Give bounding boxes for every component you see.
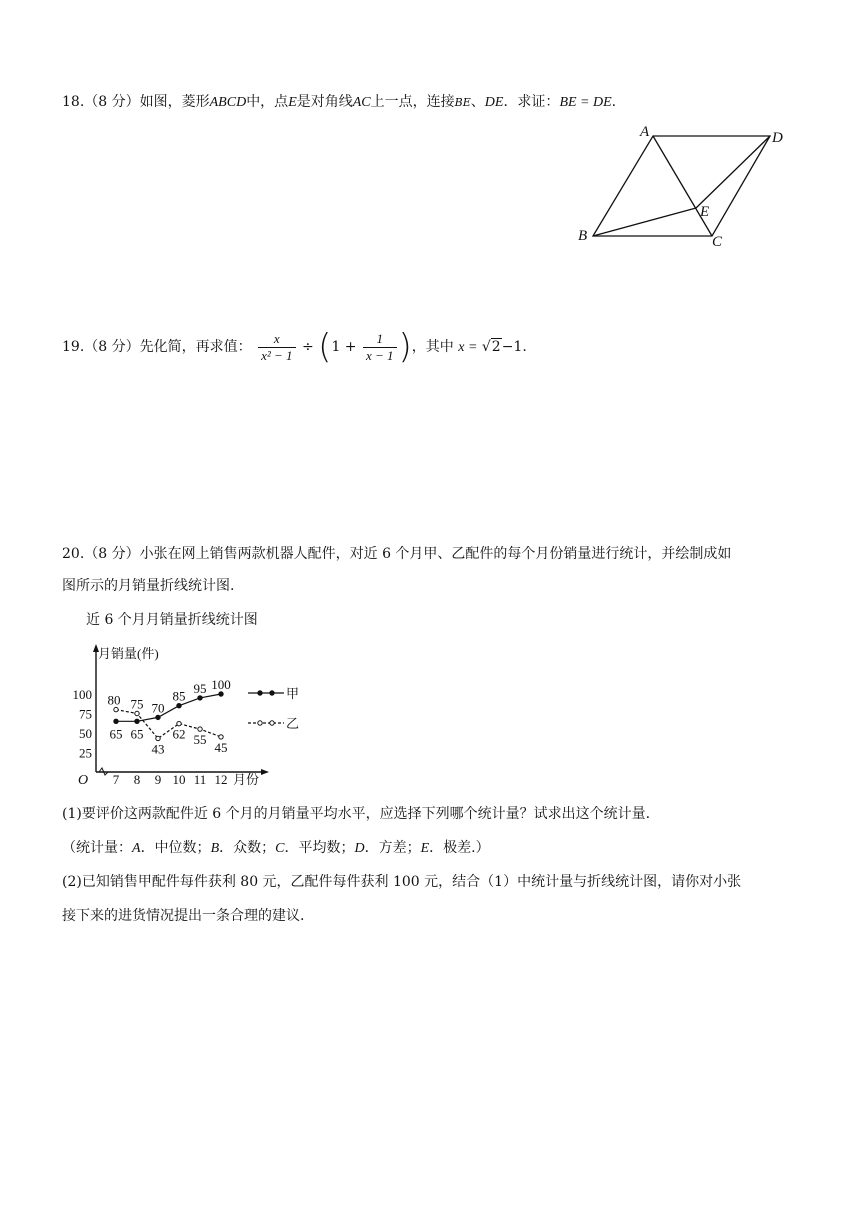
option-letter: A (132, 841, 141, 856)
paren-right: ) (398, 327, 412, 367)
data-label: 43 (151, 741, 165, 757)
data-point (114, 707, 118, 711)
data-point (156, 736, 160, 740)
x-tick-label: 12 (214, 772, 228, 787)
fraction-numerator: x (258, 331, 295, 348)
x-tick-label: 8 (133, 772, 141, 787)
line-chart (60, 640, 320, 790)
math-x-eq: x = (458, 340, 478, 355)
origin-label: O (78, 773, 89, 788)
data-label: 80 (107, 692, 121, 708)
data-point (219, 692, 223, 696)
data-label: 100 (211, 677, 231, 692)
data-point (135, 711, 139, 715)
math-abcd: ABCD (209, 95, 247, 110)
x-axis-arrow (261, 769, 269, 775)
data-label: 45 (214, 739, 228, 755)
label-d: D (772, 130, 783, 146)
text: 中，点 (246, 94, 289, 110)
fraction-denominator: x² − 1 (261, 347, 293, 363)
sqrt-sign: √ (481, 339, 491, 355)
text: 是对角线 (296, 94, 353, 110)
option-letter: C (275, 841, 285, 856)
paren-left: ( (318, 327, 332, 367)
rhombus-outline (593, 136, 770, 236)
data-point (177, 721, 181, 725)
data-point (198, 696, 202, 700)
data-label: 62 (172, 726, 186, 742)
text: −1 (501, 339, 523, 355)
question-number: 18. (62, 94, 85, 110)
data-label: 55 (193, 732, 207, 748)
text: 如图，菱形 (139, 94, 210, 110)
legend-jia-marker (270, 691, 274, 695)
data-point (219, 735, 223, 739)
option-letter: B (210, 841, 220, 856)
question-20-stats (62, 834, 490, 863)
question-18 (62, 88, 616, 117)
data-point (135, 719, 139, 723)
sqrt-argument: 2 (491, 339, 501, 355)
question-number: 19. (62, 339, 85, 355)
y-tick-label: 100 (72, 687, 92, 702)
text: ．众数； (219, 840, 276, 856)
math-proof: BE = DE (559, 95, 612, 110)
math-ac: AC (352, 95, 371, 110)
text: 小张在网上销售两款机器人配件，对近 6 个月甲、乙配件的每个月份销量进行统计，并绘制成如 (139, 546, 732, 562)
question-19 (62, 327, 527, 367)
question-score: （8 分） (84, 339, 140, 355)
label-b: B (578, 228, 588, 244)
chart-title: 近 6 个月月销量折线统计图 (86, 612, 258, 628)
x-axis-label: 月份 (233, 772, 260, 787)
x-tick-label: 7 (112, 772, 120, 787)
math-be: BE (454, 96, 471, 109)
text: 先化简，再求值： (139, 339, 252, 355)
text: ．极差.） (429, 840, 490, 856)
fraction-numerator: 1 (363, 331, 397, 348)
segment-de (696, 136, 770, 208)
divide-sign: ÷ (301, 339, 314, 355)
data-label: 75 (130, 696, 144, 712)
fraction-denominator: x − 1 (365, 347, 394, 363)
math-e: E (288, 95, 297, 110)
question-number: 20. (62, 546, 85, 562)
rhombus-figure (560, 118, 800, 258)
data-point (177, 704, 181, 708)
diagonal-ac (653, 136, 712, 236)
option-letter: D (354, 841, 365, 856)
y-tick-label: 25 (79, 745, 92, 761)
legend-jia-marker (258, 691, 262, 695)
text: . (611, 94, 617, 110)
legend-jia-label: 甲 (286, 687, 300, 702)
data-point (114, 719, 118, 723)
fraction-1 (258, 331, 295, 364)
segment-be (593, 208, 696, 236)
option-letter: E (420, 841, 430, 856)
text: . (522, 339, 527, 355)
question-score: （8 分） (84, 94, 140, 110)
text: 、 (470, 94, 485, 110)
y-tick-label: 50 (79, 726, 92, 741)
x-tick-label: 9 (154, 772, 162, 787)
data-label: 65 (130, 726, 144, 742)
data-label: 95 (193, 680, 207, 696)
data-label: 65 (109, 726, 123, 742)
text: ，其中 (411, 339, 454, 355)
text: （统计量： (62, 840, 132, 856)
math-de: DE (484, 95, 504, 110)
legend-yi-marker (270, 721, 274, 725)
question-20-part-2-line-2: 接下来的进货情况提出一条合理的建议. (62, 908, 305, 924)
question-20-part-1: (1)要评价这两款配件近 6 个月的月销量平均水平，应选择下列哪个统计量？试求出这个统计量. (62, 806, 651, 822)
y-tick-label: 75 (79, 706, 92, 722)
question-20-part-2-line-1: (2)已知销售甲配件每件获利 80 元，乙配件每件获利 100 元，结合（1）中统计量与折线统计图，请你对小张 (62, 874, 742, 890)
text: 上一点，连接 (370, 94, 455, 110)
text: ．求证： (503, 94, 560, 110)
legend-yi-label: 乙 (286, 717, 300, 732)
text: ．平均数； (284, 840, 355, 856)
x-tick-label: 11 (193, 772, 207, 787)
label-c: C (712, 234, 723, 250)
legend-yi-marker (258, 721, 262, 725)
data-label: 70 (151, 700, 165, 716)
text: 1 + (331, 339, 357, 355)
text: ．方差； (364, 840, 421, 856)
question-score: （8 分） (84, 546, 140, 562)
y-axis-label: 月销量(件) (98, 646, 159, 661)
fraction-2 (363, 331, 397, 364)
x-tick-label: 10 (172, 772, 186, 787)
data-point (198, 727, 202, 731)
label-e: E (700, 204, 710, 220)
data-point (156, 715, 160, 719)
text: ．中位数； (140, 840, 211, 856)
data-label: 85 (172, 688, 186, 704)
question-20-line-1 (62, 540, 731, 568)
label-a: A (640, 124, 650, 140)
question-20-line-2: 图所示的月销量折线统计图. (62, 578, 235, 594)
